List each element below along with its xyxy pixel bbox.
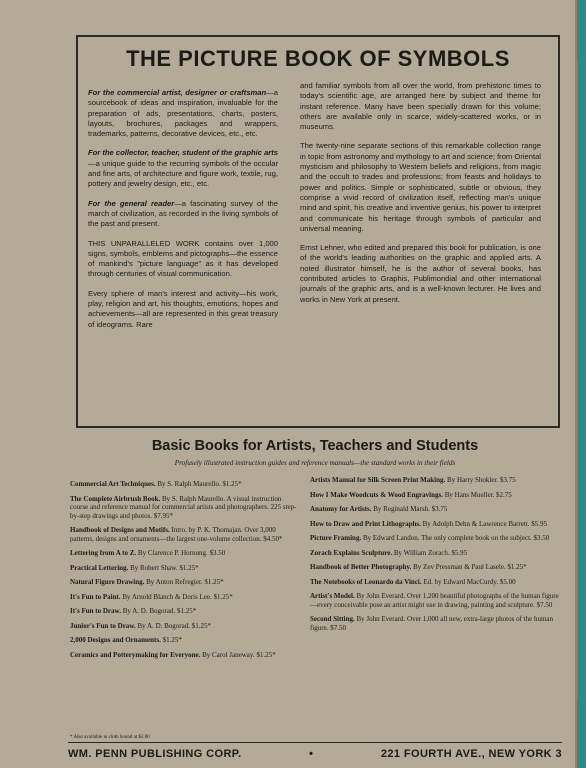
book-title: Handbook of Designs and Motifs.: [70, 526, 170, 534]
paragraph-lead: For the collector, teacher, student of the graphic arts: [88, 148, 278, 158]
book-details: By Edward Landon. The only complete book on the subject. $3.50: [362, 534, 550, 542]
book-title: Second Sitting.: [310, 615, 355, 623]
book-title: Practical Lettering.: [70, 563, 129, 572]
books-list-right: [310, 476, 560, 638]
books-heading: Basic Books for Artists, Teachers and Students: [151, 438, 479, 454]
book-entry: [310, 563, 560, 572]
description-right-column: [300, 81, 541, 314]
description-left-column: [88, 88, 278, 339]
paragraph-text: Every sphere of man's interest and activity—his work, play, religion and art, his thoughts, emotions, hopes and achievements—all are represented in this great treasury of ideograms. Rare: [88, 288, 278, 329]
book-entry: [310, 592, 560, 609]
book-entry: [70, 495, 300, 521]
book-entry: [70, 593, 300, 602]
paragraph: The twenty-nine separate sections of this remarkable collection range in topic from astronomy and mythology to art and science; from Oriental mysticism and philosophy to Western beliefs and religions, from magic and the occult to trades and professions; from feasts and holidays to power and politics. Simple or sophisticated, subtle or obvious, they comprise a vivid record of civilization itself, reflecting man's unique mind and spirit, his creative and inventive genius, his power to interpret and communicate his heritage through symbols of particular and universal meaning.: [300, 141, 541, 233]
publisher-address: 221 FOURTH AVE., NEW YORK 3: [380, 748, 562, 760]
paragraph: [88, 239, 278, 280]
footer-rule: [68, 742, 562, 743]
book-title: Junior's Fun to Draw.: [70, 621, 136, 630]
book-entry: [70, 636, 300, 645]
book-title: Artist's Model.: [310, 592, 355, 600]
book-title: It's Fun to Draw.: [70, 607, 121, 615]
book-details: By Arnold Blanch & Doris Lee. $1.25*: [122, 592, 233, 601]
book-entry: [70, 526, 300, 543]
book-details: By Hans Mueller. $2.75: [444, 490, 512, 499]
book-title: Picture Framing.: [310, 534, 362, 542]
publisher-name: WM. PENN PUBLISHING CORP.: [68, 748, 242, 760]
paragraph: and familiar symbols from all over the world, from prehistoric times to today's scientific age, are arranged here by subject and theme for instant reference. Many have been specially drawn for this volume; others are available only in scarce, widely-scattered works, or in museums.: [300, 81, 541, 132]
bullet: •: [309, 748, 314, 760]
paragraph: [88, 88, 278, 139]
paragraph-lead: For the commercial artist, designer or craftsman: [88, 88, 267, 97]
book-details: Intro. by P. K. Thomajan. Over 3,000 patterns, designs and ornaments—the largest one-volume collection. $4.50*: [70, 526, 283, 543]
book-title: Handbook of Better Photography.: [310, 563, 412, 571]
books-subtitle: Profusely illustrated instruction guides and reference manuals—the standard works in their fields: [174, 459, 456, 467]
book-entry: [310, 534, 560, 543]
book-title: The Complete Airbrush Book.: [70, 494, 161, 503]
paragraph-lead: For the general reader: [88, 198, 175, 208]
book-title: Commercial Art Techniques.: [70, 480, 156, 488]
book-entry: [310, 505, 560, 514]
footnote: * Also available in cloth bound at $2.00: [70, 735, 150, 740]
book-details: By A. D. Bogorad. $1.25*: [137, 621, 211, 630]
book-details: By Anton Refregier. $1.25*: [146, 578, 224, 586]
publisher-footer: [68, 748, 562, 760]
book-details: By S. Ralph Maurello. A visual instruction course and reference manual for commercial artists and photographers. 225 step-by-step drawings and photos. $7.95*: [70, 494, 297, 520]
book-entry: [310, 549, 560, 558]
book-title: 2,000 Designs and Ornaments.: [70, 636, 161, 644]
book-details: By Reginald Marsh. $3.75: [373, 505, 448, 513]
book-entry: [70, 564, 300, 573]
book-title: Lettering from A to Z.: [70, 549, 137, 557]
book-title: The Notebooks of Leonardo da Vinci.: [310, 577, 422, 586]
book-entry: [70, 607, 300, 616]
book-details: By Adolph Dehn & Lawrence Barrett. $5.95: [422, 519, 548, 528]
book-details: By A. D. Bogorad. $1.25*: [122, 607, 197, 615]
book-details: By John Everard. Over 1,200 beautiful photographs of the human figure—every conceivable pose an artist might use in drawing, painting and sculpture. $7.50: [310, 592, 559, 609]
book-title: Artists Manual for Silk Screen Print Making.: [310, 476, 446, 484]
book-entry: [70, 549, 300, 558]
book-title: How I Make Woodcuts & Wood Engravings.: [310, 490, 443, 499]
book-details: By Robert Shaw. $1.25*: [130, 563, 199, 572]
book-details: By Harry Shokler. $3.75: [447, 476, 516, 484]
book-entry: [310, 491, 560, 500]
book-entry: [310, 476, 560, 485]
book-details: $1.25*: [162, 636, 182, 644]
book-details: By William Zorach. $5.95: [393, 548, 468, 557]
book-entry: [70, 578, 300, 587]
book-entry: [70, 651, 300, 660]
book-entry: [310, 578, 560, 587]
book-details: By S. Ralph Maurello. $1.25*: [157, 480, 242, 488]
book-title: Zorach Explains Sculpture.: [310, 548, 393, 557]
book-entry: [70, 480, 300, 489]
book-title: It's Fun to Paint.: [70, 592, 121, 601]
book-title: Ceramics and Potterymaking for Everyone.: [70, 650, 201, 659]
paragraph: [88, 289, 278, 330]
book-details: By Carol Janeway. $1.25*: [202, 650, 276, 659]
book-details: By John Everard. Over 1,000 all new, extra-large photos of the human figure. $7.50: [310, 615, 554, 632]
paragraph: Ernst Lehner, who edited and prepared this book for publication, is one of the world's leading authorities on the graphic and applied arts. A noted illustrator himself, he is the author of several books, has contributed articles to Graphis, Publimondial and other international journals of the graphic arts, and is a well-known lecturer. He lives and works in New York at present.: [300, 243, 541, 304]
book-title: Natural Figure Drawing.: [70, 578, 145, 586]
paragraph: [88, 199, 278, 230]
book-title: THE PICTURE BOOK OF SYMBOLS: [126, 46, 510, 71]
book-details: Ed. by Edward MacCurdy. $5.00: [423, 577, 516, 586]
paragraph: [88, 148, 278, 189]
books-list-left: [70, 480, 300, 665]
paragraph-text: —a sourcebook of ideas and inspiration, invaluable for the preparation of ads, presentations, charts, posters, layouts, brochures, packages and wrappers, trademarks, patterns, decorative devices, etc., etc.: [88, 88, 278, 139]
book-entry: [310, 615, 560, 632]
paragraph-text: —a fascinating survey of the march of civilization, as recorded in the living symbols of the past and present.: [88, 198, 278, 229]
paragraph-text: THIS UNPARALLELED WORK contains over 1,000 signs, symbols, emblems and pictographs—the essence of mankind's "picture language" as it has developed through centuries of visual communication.: [88, 238, 278, 279]
book-entry: [310, 520, 560, 529]
book-details: By Clarence P. Hornung. $3.50: [137, 549, 226, 557]
book-title: How to Draw and Print Lithographs.: [310, 519, 421, 528]
book-title: Anatomy for Artists.: [310, 505, 372, 513]
paragraph-text: —a unique guide to the recurring symbols of the occular and fine arts, of architecture and figure work, textile, rug, pottery and jewelry design, etc., etc.: [88, 158, 278, 189]
book-entry: [70, 622, 300, 631]
book-details: By Zev Pressman & Paul Lasele. $1.25*: [413, 563, 527, 571]
